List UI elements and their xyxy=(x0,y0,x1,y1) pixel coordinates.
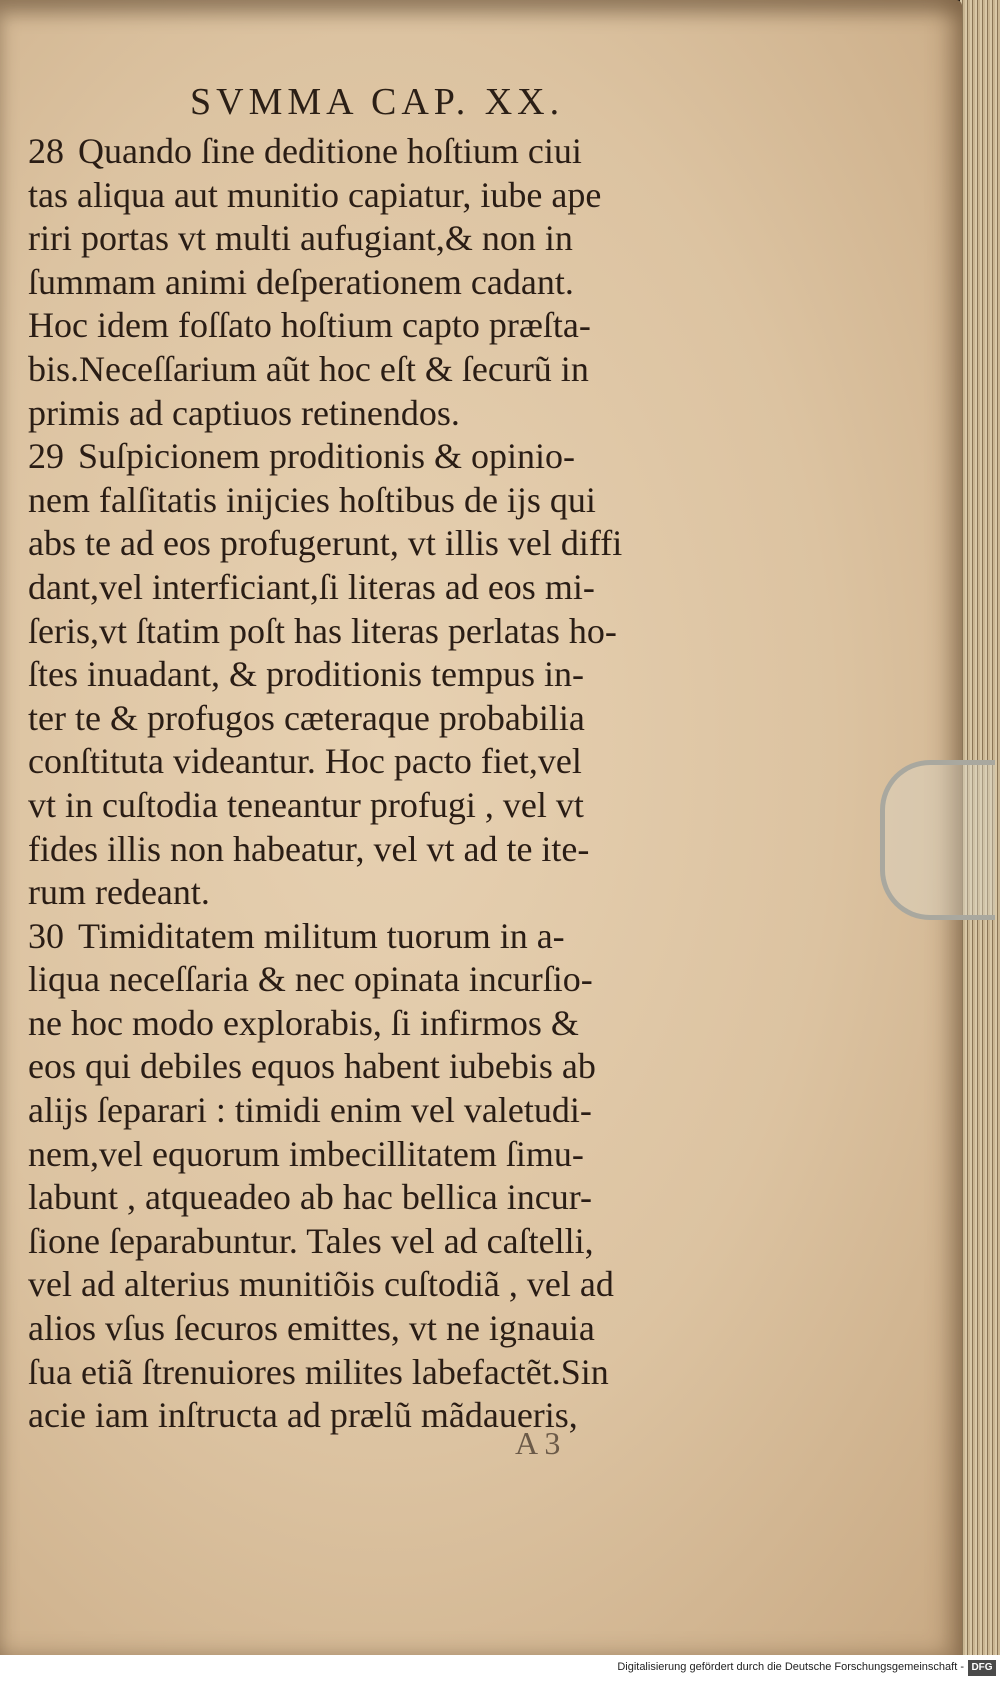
text-line: abs te ad eos profugerunt, vt illis vel diffi xyxy=(28,523,623,564)
text-line: nem falſitatis inijcies hoſtibus de ijs qui xyxy=(28,479,596,520)
body-text xyxy=(28,130,788,1438)
signature-mark: A 3 xyxy=(515,1425,561,1461)
funding-credit: Digitalisierung gefördert durch die Deutsche Forschungsgemeinschaft - xyxy=(617,1661,964,1673)
text-line: alijs ſeparari : timidi enim vel valetudi- xyxy=(28,1090,592,1131)
footer-bar xyxy=(0,1655,1000,1683)
text-line: 30 Timiditatem militum tuorum in a- xyxy=(28,915,565,956)
text-line: ne hoc modo explorabis, ſi infirmos & xyxy=(28,1002,579,1043)
text-line: dant,vel interficiant,ſi literas ad eos mi- xyxy=(28,566,595,607)
paragraph-number: 30 xyxy=(28,915,64,956)
text-line: alios vſus ſecuros emittes, vt ne ignauia xyxy=(28,1308,595,1349)
text-line: labunt , atqueadeo ab hac bellica incur- xyxy=(28,1177,593,1218)
text-line: riri portas vt multi aufugiant,& non in xyxy=(28,218,573,259)
paragraph-30 xyxy=(28,915,788,1438)
text-line: nem,vel equorum imbecillitatem ſimu- xyxy=(28,1133,584,1174)
text-line: ſtes inuadant, & proditionis tempus in- xyxy=(28,654,584,695)
paragraph-28 xyxy=(28,130,788,435)
running-head: SVMMA CAP. XX. xyxy=(190,81,565,123)
text-line: ſua etiã ſtrenuiores milites labefactẽt.Sin xyxy=(28,1351,609,1392)
text-line: primis ad captiuos retinendos. xyxy=(28,392,460,433)
text-line: liqua neceſſaria & nec opinata incurſio- xyxy=(28,959,593,1000)
paragraph-number: 29 xyxy=(28,436,64,477)
page-clip xyxy=(880,760,995,920)
text-line: eos qui debiles equos habent iubebis ab xyxy=(28,1046,596,1087)
paragraph-29 xyxy=(28,435,788,915)
text-line: ter te & profugos cæteraque probabilia xyxy=(28,697,585,738)
text-line: Hoc idem foſſato hoſtium capto præſta- xyxy=(28,305,591,346)
text-line: tas aliqua aut munitio capiatur, iube ape xyxy=(28,174,602,215)
text-line: conſtituta videantur. Hoc pacto fiet,vel xyxy=(28,741,582,782)
text-line: rum redeant. xyxy=(28,872,210,913)
text-line: 29 Suſpicionem proditionis & opinio- xyxy=(28,436,575,477)
text-line: vel ad alterius munitiõis cuſtodiã , vel ad xyxy=(28,1264,614,1305)
text-line: vt in cuſtodia teneantur profugi , vel vt xyxy=(28,784,584,825)
text-line: acie iam inſtructa ad prælũ mãdaueris, xyxy=(28,1395,578,1436)
text-line: ſeris,vt ſtatim poſt has literas perlatas ho- xyxy=(28,610,617,651)
text-line: fides illis non habeatur, vel vt ad te ite- xyxy=(28,828,590,869)
paragraph-number: 28 xyxy=(28,131,64,171)
dfg-logo-icon: DFG xyxy=(968,1660,996,1676)
text-line: ſione ſeparabuntur. Tales vel ad caſtelli, xyxy=(28,1220,594,1261)
text-line: 28 Quando ſine deditione hoſtium ciui xyxy=(28,131,582,171)
text-line: bis.Neceſſarium aũt hoc eſt & ſecurũ in xyxy=(28,348,589,389)
text-line: ſummam animi deſperationem cadant. xyxy=(28,261,574,302)
